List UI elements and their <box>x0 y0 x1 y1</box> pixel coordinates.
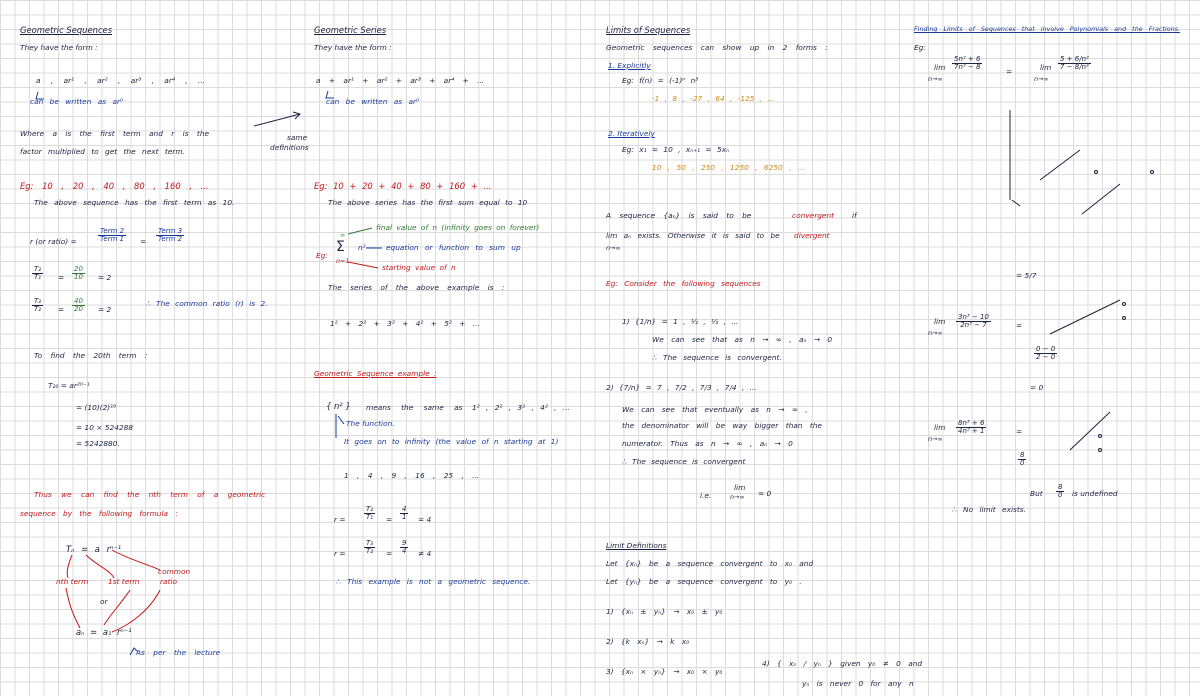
example-sequence: Eg: 10 , 20 , 40 , 80 , 160 , ... <box>20 181 209 191</box>
equation-note: equation or function to sum up <box>386 243 521 252</box>
sigma-symbol: Σ <box>336 239 345 255</box>
lim-4-sub: n→∞ <box>928 435 943 443</box>
lim-2: lim <box>1040 63 1052 72</box>
lim-1-sub: n→∞ <box>928 75 943 83</box>
written-as-note: can be written as ar⁰ <box>30 97 123 106</box>
lim-3: lim <box>934 317 946 326</box>
finding-limits-title: Finding Limits of Sequences that involve Polynomials and the Fractions. <box>914 25 1181 33</box>
t20-step-4: = 5242880. <box>76 439 120 448</box>
limits-intro: Geometric sequences can show up in 2 forms : <box>606 43 828 52</box>
divergent-word: divergent <box>794 231 830 240</box>
iterative-values: 10 , 50 , 250 , 1250 , 6250 , ... <box>652 163 805 172</box>
limits-title: Limits of Sequences <box>606 25 691 35</box>
t3-over-t2-b: $\frac{\text{T₃}}{\text{T₂}}$ <box>366 539 374 556</box>
limit-def-line-2: Let {yₙ} be a sequence convergent to y₀ . <box>606 577 802 586</box>
if-word: if <box>852 211 857 220</box>
thus-line-2: sequence by the following formula : <box>20 509 178 518</box>
sequences-intro: They have the form : <box>20 43 98 52</box>
equals-sign: = <box>1016 427 1023 436</box>
equals-sign: = <box>58 305 65 314</box>
ie-result: = 0 <box>758 489 772 498</box>
limit-def-line-1: Let {xₙ} be a sequence convergent to x₀ and <box>606 559 814 568</box>
an-formula: aₙ = a₁ rⁿ⁻¹ <box>76 627 132 637</box>
t2-over-t1-b: $\frac{\text{T₂}}{\text{T₁}}$ <box>366 505 374 522</box>
sequence-2: 2) {7/n} = 7 , 7/2 , 7/3 , 7/4 , ... <box>606 383 757 392</box>
series-description: The above series has the first sum equal to 10 <box>328 198 528 207</box>
starting-value-note: starting value of n <box>382 263 456 272</box>
same-label: same <box>287 133 308 142</box>
squared-sequence: 1² , 2² , 3² , 4² , ... <box>472 403 570 412</box>
or-label: or <box>100 597 108 606</box>
40-over-20: $\frac{40}{20}$ <box>74 297 83 314</box>
where-line-2: factor multiplied to get the next term. <box>20 147 185 156</box>
equals-sign: = <box>140 237 147 246</box>
series-example-desc: The series of the above example is : <box>328 283 505 292</box>
limit-rule-4-condition: yₙ is never 0 for any n <box>802 679 914 688</box>
r-result-2: ≠ 4 <box>418 549 432 558</box>
equals-sign: = <box>58 273 65 282</box>
fraction-4: $\frac{\text{8n³ + 6}}{\text{4n² + 1}}$ <box>958 419 985 436</box>
geometric-series-title: Geometric Series <box>314 25 387 35</box>
example-description: The above sequence has the first term as 10. <box>34 198 235 207</box>
limit-rule-1: 1) {xₙ ± yₙ} → x₀ ± y₀ <box>606 607 723 616</box>
n-squared-set: { n² } <box>326 401 351 411</box>
ratio-result-1: = 2 <box>98 273 112 282</box>
lim-3-sub: n→∞ <box>928 329 943 337</box>
limit-rule-3: 3) {xₙ × yₙ} → x₀ × y₀ <box>606 667 723 676</box>
iteratively-label: 2. Iteratively <box>608 129 655 138</box>
first-term-label: 1st term <box>108 577 140 586</box>
ratio-result-2: = 2 <box>98 305 112 314</box>
term-ratio-fraction: Term 2 Term 1 <box>100 227 125 244</box>
zero-fraction: $\frac{0 - 0}{2 - 0}$ <box>1036 345 1056 362</box>
limit-definitions-title: Limit Definitions <box>606 541 667 550</box>
series-written-as: can be written as ar⁰ <box>326 97 419 106</box>
equals-sign: = <box>386 515 393 524</box>
t20-formula: T₂₀ = ar²⁰⁻¹ <box>48 381 90 390</box>
definition-line-1: A sequence {aₙ} is said to be <box>606 211 752 220</box>
sequence-2-line-3: numerator. Thus as n → ∞ , aₙ → 0 <box>622 439 793 448</box>
fraction-3: $\frac{\text{3n³ − 10}}{\text{2n³ − 7}}$ <box>958 313 989 330</box>
result-5-7: = 5/7 <box>1016 271 1037 280</box>
where-line-1: Where a is the first term and r is the <box>20 129 210 138</box>
geometric-sequences-title: Geometric Sequences <box>20 25 113 35</box>
convergent-word: convergent <box>792 211 835 220</box>
definitions-label: definitions <box>270 143 309 152</box>
explicit-formula: Eg: f(n) = (-1)ⁿ n³ <box>622 76 699 85</box>
fraction-2: $\frac{\text{5 + 6/n²}}{\text{7 − 8/n²}}$ <box>1060 55 1089 72</box>
infinity-note: It goes on to infinity (the value of n starting at 1) <box>344 437 559 446</box>
definition-line-2: lim aₙ exists. Otherwise it is said to be <box>606 231 780 240</box>
iterative-formula: Eg: x₁ = 10 , xₙ₊₁ = 5xₙ <box>622 145 729 154</box>
sequence-2-line-2: the denominator will be way bigger than the <box>622 421 822 430</box>
r-result-1: = 4 <box>418 515 432 524</box>
t3-over-t2: $\frac{\text{T₃}}{\text{T₂}}$ <box>34 297 42 314</box>
find-20th-term: To find the 20th term : <box>34 351 148 360</box>
8-over-0: $\frac{8}{0}$ <box>1020 451 1025 468</box>
sequence-2-conclusion: ∴ The sequence is convergent <box>622 457 746 466</box>
fraction-1: $\frac{\text{5n² + 6}}{\text{7n² − 8}}$ <box>954 55 981 72</box>
sigma-lower: n=1 <box>336 257 350 265</box>
sequence-form: a , ar¹ , ar² , ar³ , ar⁴ , ... <box>36 76 205 85</box>
sequence-1: 1) {1/n} = 1 , ½ , ⅓ , ... <box>622 317 739 326</box>
undefined-note: is undefined <box>1072 489 1118 498</box>
series-form: a + ar¹ + ar² + ar³ + ar⁴ + ... <box>316 76 485 85</box>
t20-step-2: = (10)(2)¹⁹ <box>76 403 117 412</box>
r-equals-1: r = <box>334 515 346 524</box>
nth-term-label: nth term <box>56 577 89 586</box>
limit-rule-2: 2) {k xₙ} → k x₀ <box>606 637 690 646</box>
t20-step-3: = 10 × 524288 <box>76 423 134 432</box>
sequence-2-line-1: We can see that eventually as n → ∞ , <box>622 405 808 414</box>
ratio-label-2: ratio <box>160 577 178 586</box>
lim-4: lim <box>934 423 946 432</box>
n-to-infinity: n→∞ <box>606 244 621 252</box>
20-over-10: $\frac{20}{10}$ <box>74 265 83 282</box>
explicitly-label: 1. Explicitly <box>608 61 651 70</box>
common-label: common <box>158 567 191 576</box>
4-over-1: $\frac{4}{1}$ <box>402 505 407 522</box>
term-ratio-fraction-2: Term 3 Term 2 <box>158 227 183 244</box>
equals-sign: = <box>1016 321 1023 330</box>
nth-term-formula: Tₙ = a rⁿ⁻¹ <box>66 544 122 554</box>
ie-label: i.e. <box>700 491 712 500</box>
ie-lim: lim <box>734 483 746 492</box>
lim-1: lim <box>934 63 946 72</box>
limit-rule-4: 4) { xₙ / yₙ } given y₀ ≠ 0 and <box>762 659 923 668</box>
t2-over-t1: $\frac{\text{T₂}}{\text{T₁}}$ <box>34 265 42 282</box>
series-intro: They have the form : <box>314 43 392 52</box>
squared-values: 1 , 4 , 9 , 16 , 25 , ... <box>344 471 480 480</box>
not-geometric-conclusion: ∴ This example is not a geometric sequence. <box>336 577 531 586</box>
the-function-note: The function. <box>346 419 395 428</box>
sigma-eg-label: Eg: <box>316 251 328 260</box>
equals-sign: = <box>386 549 393 558</box>
means-same-as: means the same as <box>366 403 463 412</box>
lim-2-sub: n→∞ <box>1034 75 1049 83</box>
as-per-lecture: As per the lecture <box>136 648 221 657</box>
equals-sign: = <box>1006 67 1013 76</box>
finding-limits-eg: Eg: <box>914 43 926 52</box>
thus-line-1: Thus we can find the nth term of a geometric <box>34 490 266 499</box>
common-ratio-conclusion: ∴ The common ratio (r) is 2. <box>146 299 268 308</box>
example-series: Eg: 10 + 20 + 40 + 80 + 160 + ... <box>314 181 492 191</box>
result-zero: = 0 <box>1030 383 1044 392</box>
no-limit-conclusion: ∴ No limit exists. <box>952 505 1026 514</box>
sigma-function: n² <box>358 243 366 252</box>
r-equals-2: r = <box>334 549 346 558</box>
ratio-label: r (or ratio) = <box>30 237 77 246</box>
ie-n-to-infinity: n→∞ <box>730 493 745 501</box>
consider-sequences: Eg: Consider the following sequences <box>606 279 761 288</box>
explicit-values: -1 , 8 , -27 , 64 , -125 , ... <box>652 94 775 103</box>
sigma-upper: ∞ <box>340 231 346 239</box>
series-example-values: 1² + 2² + 3² + 4² + 5² + ... <box>330 319 480 328</box>
sequence-1-conclusion: ∴ The sequence is convergent. <box>652 353 782 362</box>
but-label: But <box>1030 489 1043 498</box>
sequence-1-observation: We can see that as n → ∞ , aₙ → 0 <box>652 335 833 344</box>
9-over-4: $\frac{9}{4}$ <box>402 539 407 556</box>
8-over-0-b: $\frac{8}{0}$ <box>1058 483 1063 500</box>
final-value-note: final value of n (infinity goes on forever) <box>376 223 540 232</box>
geo-sequence-example-title: Geometric Sequence example : <box>314 369 437 378</box>
